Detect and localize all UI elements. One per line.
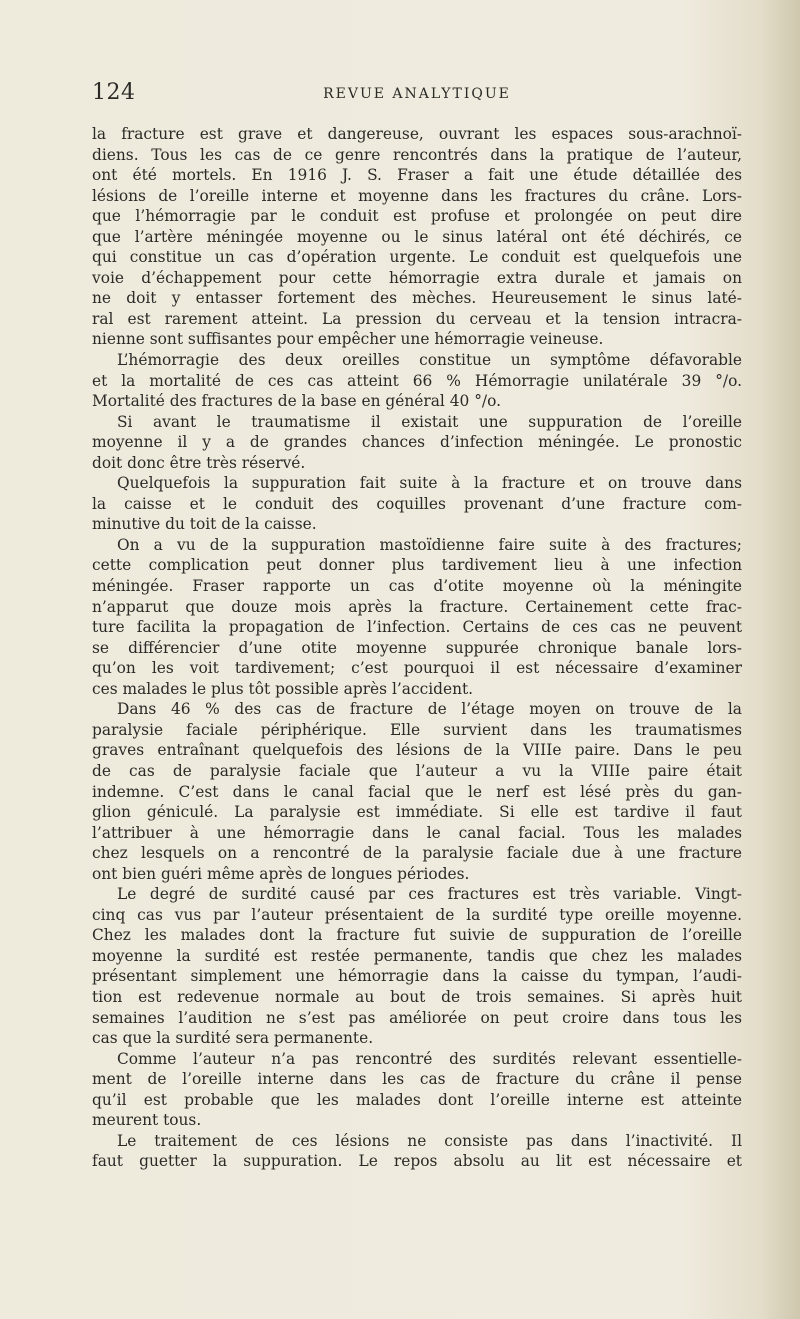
text-line: tion est redevenue normale au bout de trois semaines. Si après huit bbox=[92, 987, 742, 1006]
paragraph bbox=[92, 699, 742, 884]
body-text bbox=[92, 124, 742, 1172]
text-line: Comme l’auteur n’a pas rencontré des surdités relevant essentielle- bbox=[117, 1049, 742, 1068]
text-line: diens. Tous les cas de ce genre rencontrés dans la pratique de l’auteur, bbox=[92, 145, 742, 164]
text-line: voie d’échappement pour cette hémorragie extra durale et jamais on bbox=[92, 268, 742, 287]
text-line: la caisse et le conduit des coquilles provenant d’une fracture com- bbox=[92, 494, 742, 513]
paragraph bbox=[92, 884, 742, 1048]
text-line: que l’artère méningée moyenne ou le sinus latéral ont été déchirés, ce bbox=[92, 227, 742, 246]
text-line: de cas de paralysie faciale que l’auteur a vu la VIIIe paire était bbox=[92, 761, 742, 780]
text-line: nienne sont suffisantes pour empêcher une hémorragie veineuse. bbox=[92, 330, 604, 349]
text-line: Quelquefois la suppuration fait suite à la fracture et on trouve dans bbox=[117, 474, 742, 493]
running-title: REVUE ANALYTIQUE bbox=[323, 86, 511, 102]
text-line: cette complication peut donner plus tardivement lieu à une infection bbox=[92, 556, 742, 575]
text-line: moyenne la surdité est restée permanente, tandis que chez les malades bbox=[92, 946, 742, 965]
text-line: paralysie faciale périphérique. Elle survient dans les traumatismes bbox=[92, 720, 742, 739]
text-line: qu’on les voit tardivement; c’est pourquoi il est nécessaire d’examiner bbox=[92, 659, 742, 678]
text-line: L’hémorragie des deux oreilles constitue un symptôme défavorable bbox=[117, 351, 742, 370]
paragraph bbox=[92, 350, 742, 412]
text-line: ont bien guéri même après de longues périodes. bbox=[92, 864, 470, 883]
text-line: cas que la surdité sera permanente. bbox=[92, 1029, 374, 1048]
paragraph bbox=[92, 1131, 742, 1172]
text-line: chez lesquels on a rencontré de la paralysie faciale due à une fracture bbox=[92, 844, 742, 863]
text-line: indemne. C’est dans le canal facial que le nerf est lésé près du gan- bbox=[92, 782, 742, 801]
text-line: On a vu de la suppuration mastoïdienne faire suite à des fractures; bbox=[117, 535, 742, 554]
text-line: meurent tous. bbox=[92, 1111, 202, 1130]
text-line: faut guetter la suppuration. Le repos absolu au lit est nécessaire et bbox=[92, 1152, 742, 1171]
text-line: cinq cas vus par l’auteur présentaient de la surdité type oreille moyenne. bbox=[92, 905, 742, 924]
text-line: que l’hémorragie par le conduit est profuse et prolongée on peut dire bbox=[92, 207, 742, 226]
text-line: Le degré de surdité causé par ces fractures est très variable. Vingt- bbox=[117, 885, 742, 904]
text-line: méningée. Fraser rapporte un cas d’otite moyenne où la méningite bbox=[92, 577, 742, 596]
text-line: et la mortalité de ces cas atteint 66 % Hémorragie unilatérale 39 °/o. bbox=[92, 371, 742, 390]
paragraph bbox=[92, 473, 742, 535]
text-line: lésions de l’oreille interne et moyenne dans les fractures du crâne. Lors- bbox=[92, 186, 742, 205]
text-line: ture facilita la propagation de l’infection. Certains de ces cas ne peuvent bbox=[92, 618, 742, 637]
text-line: ces malades le plus tôt possible après l’accident. bbox=[92, 679, 474, 698]
text-line: Le traitement de ces lésions ne consiste pas dans l’inactivité. Il bbox=[117, 1131, 742, 1150]
text-line: la fracture est grave et dangereuse, ouvrant les espaces sous-arachnoï- bbox=[92, 125, 742, 143]
text-line: n’apparut que douze mois après la fracture. Certainement cette frac- bbox=[92, 597, 742, 616]
text-line: moyenne il y a de grandes chances d’infection méningée. Le pronostic bbox=[92, 433, 742, 452]
text-line: Si avant le traumatisme il existait une suppuration de l’oreille bbox=[117, 412, 742, 431]
text-line: qui constitue un cas d’opération urgente. Le conduit est quelquefois une bbox=[92, 248, 742, 267]
text-line: Dans 46 % des cas de fracture de l’étage moyen on trouve de la bbox=[117, 700, 742, 719]
text-line: se différencier d’une otite moyenne suppurée chronique banale lors- bbox=[92, 638, 742, 657]
text-line: Mortalité des fractures de la base en général 40 °/o. bbox=[92, 392, 501, 411]
text-line: Chez les malades dont la fracture fut suivie de suppuration de l’oreille bbox=[92, 926, 742, 945]
text-line: qu’il est probable que les malades dont l’oreille interne est atteinte bbox=[92, 1090, 742, 1109]
text-line: l’attribuer à une hémorragie dans le canal facial. Tous les malades bbox=[92, 823, 742, 842]
text-line: glion géniculé. La paralysie est immédiate. Si elle est tardive il faut bbox=[92, 803, 742, 822]
text-line: graves entraînant quelquefois des lésions de la VIIIe paire. Dans le peu bbox=[92, 741, 742, 760]
text-line: doit donc être très réservé. bbox=[92, 453, 306, 472]
text-line: ont été mortels. En 1916 J. S. Fraser a fait une étude détaillée des bbox=[92, 166, 742, 185]
text-line: semaines l’audition ne s’est pas améliorée on peut croire dans tous les bbox=[92, 1008, 742, 1027]
text-line: présentant simplement une hémorragie dans la caisse du tympan, l’audi- bbox=[92, 967, 742, 986]
paragraph bbox=[92, 1049, 742, 1131]
running-header bbox=[92, 80, 742, 108]
text-line: ral est rarement atteint. La pression du cerveau et la tension intracra- bbox=[92, 309, 742, 328]
page-number: 124 bbox=[92, 80, 136, 105]
paragraph bbox=[92, 535, 742, 699]
paragraph bbox=[92, 124, 742, 350]
text-line: ne doit y entasser fortement des mèches. Heureusement le sinus laté- bbox=[92, 289, 742, 308]
text-line: minutive du toit de la caisse. bbox=[92, 515, 317, 534]
text-line: ment de l’oreille interne dans les cas de fracture du crâne il pense bbox=[92, 1070, 742, 1089]
paragraph bbox=[92, 412, 742, 474]
